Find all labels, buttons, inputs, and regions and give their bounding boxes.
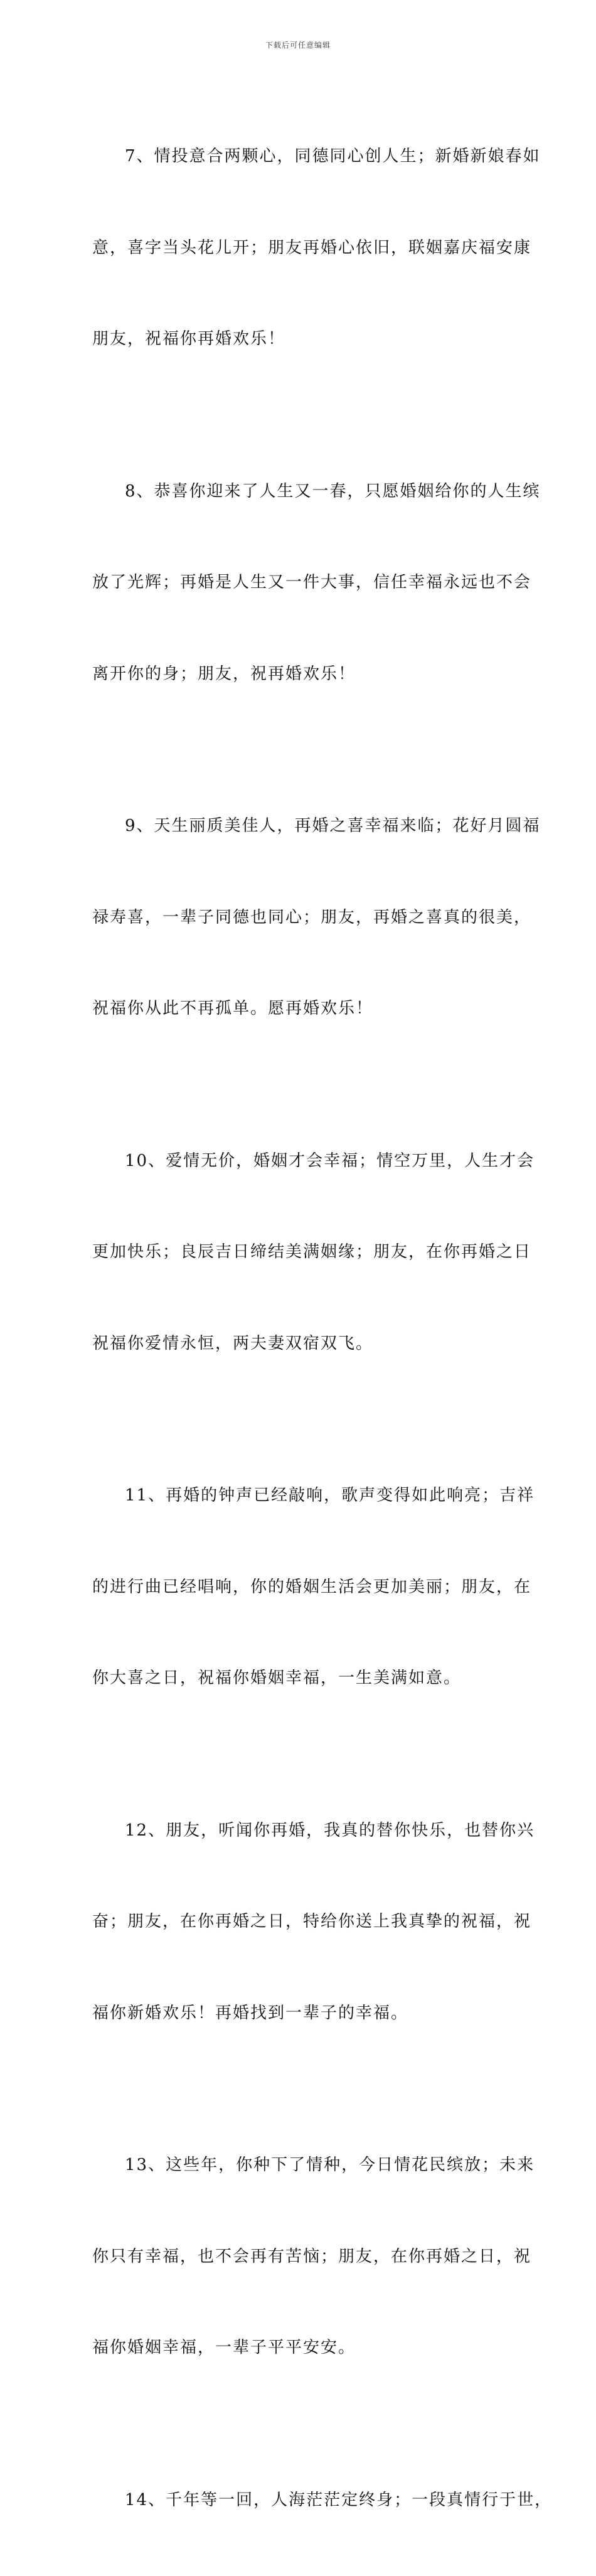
paragraph-13 — [92, 2089, 506, 2424]
paragraph-line: 13、这些年，你种下了情种，今日情花民缤放；未来 — [92, 2150, 506, 2181]
paragraph-line: 奋；朋友，在你再婚之日，特给你送上我真挚的祝福，祝 — [92, 1906, 506, 1937]
paragraph-8 — [92, 415, 506, 751]
paragraph-line: 朋友，祝福你再婚欢乐！ — [92, 324, 506, 355]
paragraph-line: 更加快乐；良辰吉日缔结美满姻缘；朋友，在你再婚之日 — [92, 1237, 506, 1268]
paragraph-line: 11、再婚的钟声已经敲响，歌声变得如此响亮；吉祥 — [92, 1480, 506, 1511]
paragraph-9 — [92, 750, 506, 1085]
paragraph-line: 福你婚姻幸福，一辈子平平安安。 — [92, 2333, 506, 2363]
paragraph-11 — [92, 1419, 506, 1755]
paragraph-line: 9、天生丽质美佳人，再婚之喜幸福来临；花好月圆福 — [92, 811, 506, 842]
paragraph-line: 意，喜字当头花儿开；朋友再婚心依旧，联姻嘉庆福安康 — [92, 233, 506, 264]
paragraph-line: 7、情投意合两颗心，同德同心创人生；新婚新娘春如 — [92, 141, 506, 172]
document-page — [0, 0, 596, 843]
paragraph-10 — [92, 1085, 506, 1420]
page-header: 下载后可任意编辑 — [0, 40, 596, 50]
paragraph-line: 祝福你从此不再孤单。愿再婚欢乐！ — [92, 993, 506, 1024]
paragraph-line: 8、恭喜你迎来了人生又一春，只愿婚姻给你的人生缤 — [92, 476, 506, 507]
paragraph-line: 祝福你爱情永恒，两夫妻双宿双飞。 — [92, 1328, 506, 1359]
paragraph-line: 离开你的身；朋友，祝再婚欢乐！ — [92, 659, 506, 690]
paragraph-line: 10、爱情无价，婚姻才会幸福；情空万里，人生才会 — [92, 1146, 506, 1177]
paragraph-line: 禄寿喜，一辈子同德也同心；朋友，再婚之喜真的很美， — [92, 902, 506, 933]
paragraph-line: 12、朋友，听闻你再婚，我真的替你快乐，也替你兴 — [92, 1815, 506, 1846]
paragraph-line: 放了光辉；再婚是人生又一件大事，信任幸福永远也不会 — [92, 567, 506, 598]
document-body — [92, 80, 506, 2576]
paragraph-line: 福你新婚欢乐！再婚找到一辈子的幸福。 — [92, 1998, 506, 2029]
paragraph-14 — [92, 2424, 506, 2576]
paragraph-12 — [92, 1755, 506, 2090]
paragraph-line: 你大喜之日，祝福你婚姻幸福，一生美满如意。 — [92, 1663, 506, 1694]
paragraph-line: 14、千年等一回，人海茫茫定终身；一段真情行于世， — [92, 2485, 506, 2516]
paragraph-7 — [92, 80, 506, 415]
paragraph-line: 你只有幸福，也不会再有苦恼；朋友，在你再婚之日，祝 — [92, 2242, 506, 2272]
paragraph-line: 的进行曲已经唱响，你的婚姻生活会更加美丽；朋友，在 — [92, 1572, 506, 1603]
